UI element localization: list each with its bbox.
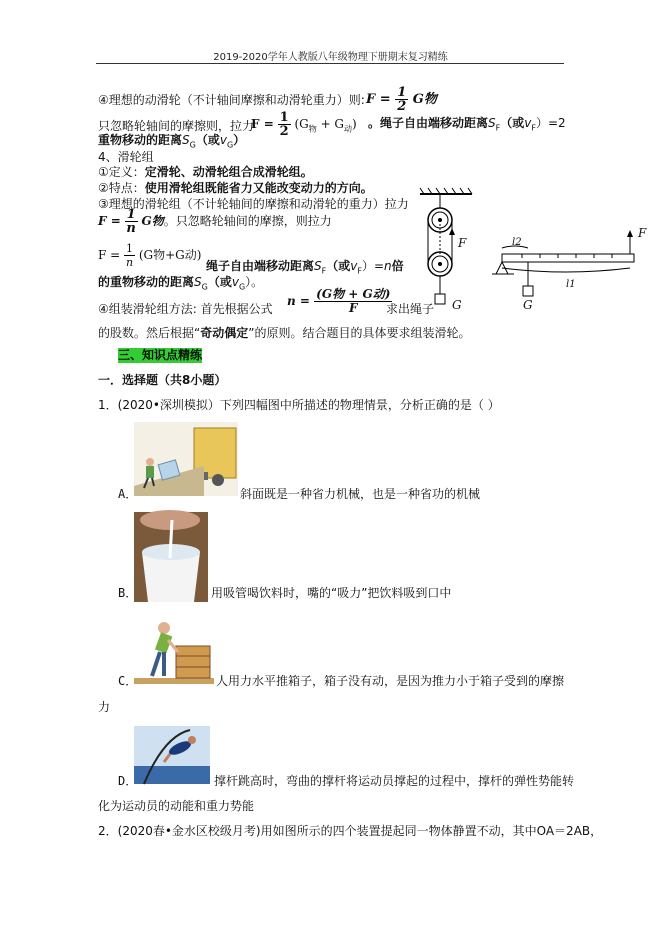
weight-v-sub: G <box>238 282 246 292</box>
pulley-block-heading: 4、滑轮组 <box>98 150 154 164</box>
q1-option-d-label[interactable]: D． <box>118 774 138 788</box>
assemble-fraction <box>314 288 392 315</box>
rope-s: S <box>314 259 322 273</box>
pulley-block-figure <box>410 186 490 316</box>
formula-f: F = <box>366 92 391 107</box>
force1-g: G物 <box>141 214 164 228</box>
pulley-block-definition <box>98 165 313 179</box>
assemble-num: (G物 + G动) <box>316 287 391 301</box>
sg-symbol: S <box>182 133 190 147</box>
fraction-numerator: 1 <box>397 85 407 100</box>
equals-2: ）=2 <box>535 116 566 130</box>
lever-F-label: F <box>638 226 647 240</box>
rope-eq: ）= <box>361 259 385 273</box>
vg-symbol: v <box>219 133 227 147</box>
force1-tail: 。只忽略轮轴间的摩擦，则拉力 <box>163 214 332 228</box>
page-header: 2019-2020学年人教版八年级物理下册期末复习精练 <box>213 52 448 63</box>
weight-v: v <box>231 275 239 289</box>
pulley-block-force1: F = $\frac{1}{n}$ G物。只忽略轮轴间的摩擦，则拉力 <box>98 207 332 236</box>
weight-end: ）。 <box>245 275 264 289</box>
weight-a: 的重物移动的距离 <box>98 275 195 289</box>
lever-G-label: G <box>523 298 533 312</box>
vg-sub: G <box>226 140 234 150</box>
incline-image[interactable] <box>134 422 238 496</box>
rope-times: 倍 <box>391 259 404 273</box>
rope-n: n <box>384 259 392 273</box>
assemble-rule: 奇动偶定 <box>200 326 249 340</box>
formula-g: G物 <box>412 92 437 107</box>
q1-option-b-text[interactable]: 用吸管喝饮料时，嘴的“吸力”把饮料吸到口中 <box>211 586 452 600</box>
force2-fraction <box>124 242 135 269</box>
pulley-block-force2 <box>98 242 201 269</box>
or-text: （或 <box>500 116 525 130</box>
assemble-den: F <box>349 301 358 315</box>
close-paren: ） <box>233 133 246 147</box>
sg-sub: G <box>189 140 196 150</box>
force2-num: 1 <box>126 242 134 255</box>
q1-option-d-text2[interactable]: 化为运动员的动能和重力势能 <box>98 799 255 813</box>
force1-den: n <box>126 221 136 236</box>
lever-l1-label: l1 <box>566 279 576 290</box>
pulley-block-ideal: ③理想的滑轮组（不计轮轴间的摩擦和动滑轮的重力）拉力 <box>98 197 409 211</box>
lever-l2-label: l2 <box>512 237 522 248</box>
force2-den: n <box>125 256 134 269</box>
def-text: 定滑轮、动滑轮组合成滑轮组。 <box>144 165 313 179</box>
force2-tail: (G物+G动) <box>138 248 202 262</box>
rope-text: 。绳子自由端移动距离 <box>368 116 489 130</box>
movable-force-formula: F = $\frac{1}{2}$ $(G_物 + G_动)$ <box>251 110 357 139</box>
ideal-movable-text: ④理想的动滑轮（不计轴间摩擦和动滑轮重力）则: <box>98 93 365 107</box>
pulley-block-weight <box>98 275 263 294</box>
feat-label: ②特点： <box>98 181 145 195</box>
formula-fraction <box>395 86 408 113</box>
v-symbol: v <box>524 116 532 130</box>
assemble-n: n <box>287 294 296 308</box>
force1-fraction <box>125 208 138 235</box>
straw-cup-image[interactable] <box>134 512 208 602</box>
rope-a: 绳子自由端移动距离 <box>206 259 315 273</box>
weight-or: （或 <box>207 275 232 289</box>
header-divider <box>96 63 564 64</box>
fraction-denominator: 2 <box>397 99 407 114</box>
v-sub: F <box>531 123 536 133</box>
q1-stem: 1．(2020•深圳模拟）下列四幅图中所描述的物理情景，分析正确的是（ ） <box>98 398 500 412</box>
rope-s-sub: F <box>321 266 327 276</box>
weight-s: S <box>194 275 202 289</box>
pulley-G-label: G <box>452 298 462 312</box>
or-text-2: （或 <box>195 133 220 147</box>
assemble-formula: n = $\frac{\text{(G物 + G动)}}{F}$ <box>287 287 391 315</box>
q1-option-c-label[interactable]: C． <box>118 674 138 688</box>
s-symbol: S <box>488 116 496 130</box>
s-sub: F <box>495 123 501 133</box>
def-label: ①定义： <box>98 165 145 179</box>
q1-option-c-text1[interactable]: 人用力水平推箱子，箱子没有动，是因为推力小于箱子受到的摩擦 <box>216 674 565 688</box>
pulley-block-assemble <box>98 302 273 316</box>
pole-vault-image[interactable] <box>134 726 210 784</box>
movable-fraction: $\frac{1}{2}$ <box>279 110 289 139</box>
weight-s-sub: G <box>201 282 208 292</box>
feat-text: 使用滑轮组既能省力又能改变动力的方向。 <box>144 181 373 195</box>
pulley-block-feature <box>98 181 373 195</box>
line2-prefix: 只忽略轮轴间的摩擦则，拉力 <box>98 119 255 133</box>
weight-distance-text: 重物移动的距离 <box>98 133 183 147</box>
q1-option-a-text[interactable]: 斜面既是一种省力机械，也是一种省功的机械 <box>240 487 481 501</box>
assemble-c: 的股数。然后根据“ <box>98 326 201 340</box>
assemble-e: ”的原则。结合题目的具体要求组装滑轮。 <box>248 326 471 340</box>
pulley-block-assemble-2 <box>98 326 470 340</box>
q2-stem: 2．(2020春•金水区校级月考)用如图所示的四个装置提起同一物体静置不动，其中OA＝2AB， <box>98 824 603 838</box>
ideal-movable-line1 <box>98 93 365 107</box>
ideal-movable-formula <box>366 86 437 113</box>
rope-v-sub: F <box>357 266 362 276</box>
force2-f: F = <box>98 248 125 262</box>
assemble-a: ④组装滑轮组方法: 首先根据公式 <box>98 302 273 316</box>
q1-option-b-label[interactable]: B． <box>118 586 138 600</box>
q1-option-d-text1[interactable]: 撑杆跳高时，弯曲的撑杆将运动员撑起的过程中，撑杆的弹性势能转 <box>214 774 575 788</box>
force1-num: 1 <box>126 207 136 222</box>
q1-option-a-label[interactable]: A． <box>118 487 138 501</box>
ideal-movable-line2-rope <box>368 116 566 135</box>
rope-or: （或 <box>326 259 351 273</box>
ideal-movable-line2 <box>98 119 254 133</box>
push-box-image[interactable] <box>134 612 214 688</box>
assemble-tail: 求出绳子 <box>386 302 435 316</box>
q1-option-c-text2[interactable]: 力 <box>98 700 111 714</box>
section-tag: 三、知识点精练 <box>118 348 203 362</box>
pulley-F-label: F <box>458 236 467 250</box>
rope-v: v <box>350 259 358 273</box>
part1-heading: 一．选择题（共8小题） <box>98 373 227 387</box>
